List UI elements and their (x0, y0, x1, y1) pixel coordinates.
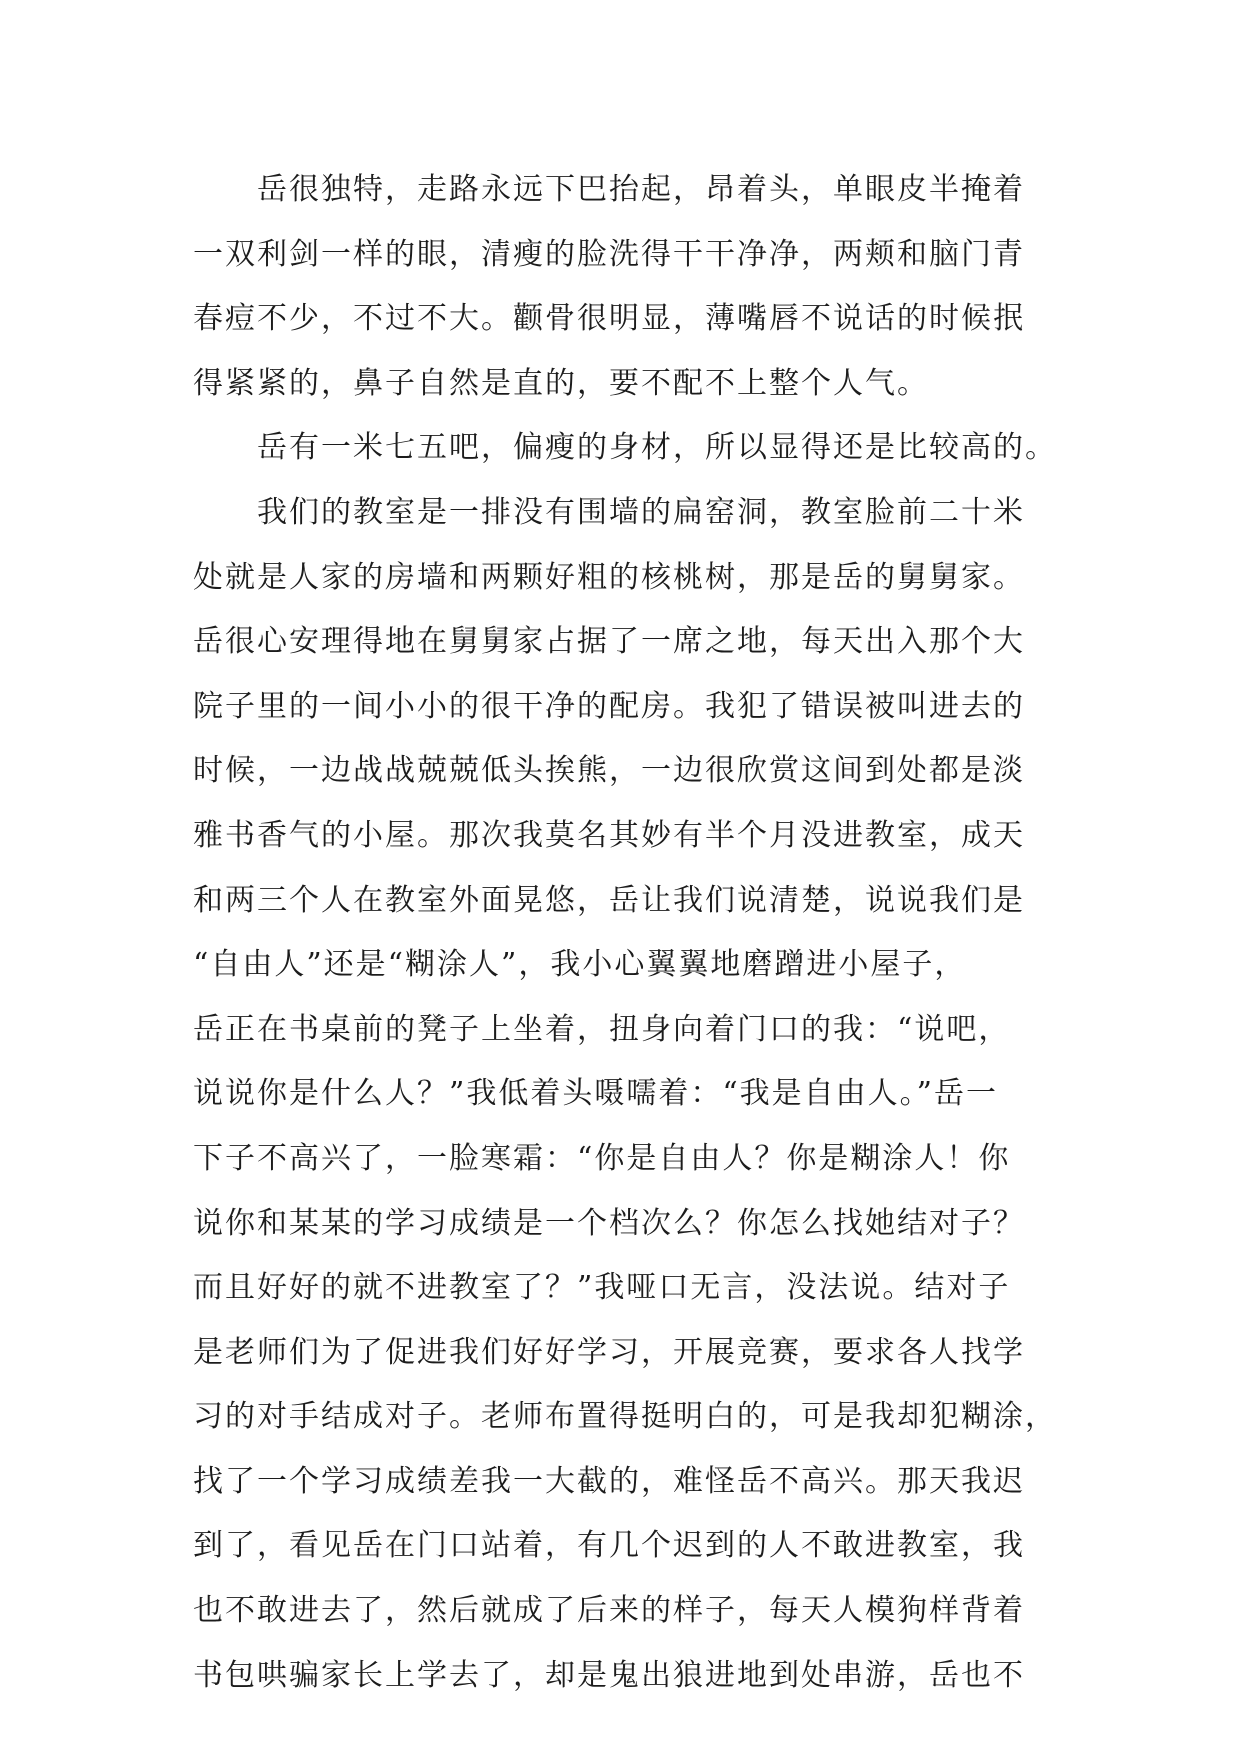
text-line: 岳很心安理得地在舅舅家占据了一席之地，每天出入那个大 (193, 624, 1025, 660)
text-line: 岳有一米七五吧，偏瘦的身材，所以显得还是比较高的。 (257, 430, 1057, 466)
body-text (193, 158, 1057, 1708)
text-line: 岳正在书桌前的凳子上坐着，扭身向着门口的我：“说吧， (193, 1011, 1011, 1047)
text-line: 书包哄骗家长上学去了，却是鬼出狼进地到处串游，岳也不 (193, 1657, 1025, 1693)
text-line: 而且好好的就不进教室了？”我哑口无言，没法说。结对子 (193, 1270, 1011, 1306)
text-line: 找了一个学习成绩差我一大截的，难怪岳不高兴。那天我迟 (193, 1463, 1025, 1499)
text-line: 到了，看见岳在门口站着，有几个迟到的人不敢进教室，我 (193, 1528, 1025, 1564)
text-line: 得紧紧的，鼻子自然是直的，要不配不上整个人气。 (193, 365, 929, 401)
text-line: 处就是人家的房墙和两颗好粗的核桃树，那是岳的舅舅家。 (193, 559, 1025, 595)
text-line: 时候，一边战战兢兢低头挨熊，一边很欣赏这间到处都是淡 (193, 753, 1025, 789)
text-line: 院子里的一间小小的很干净的配房。我犯了错误被叫进去的 (193, 688, 1025, 724)
text-line: 说你和某某的学习成绩是一个档次么？你怎么找她结对子？ (193, 1205, 1025, 1241)
text-line: 习的对手结成对子。老师布置得挺明白的，可是我却犯糊涂， (193, 1399, 1057, 1435)
text-line: 一双利剑一样的眼，清瘦的脸洗得干干净净，两颊和脑门青 (193, 236, 1025, 272)
text-line: 也不敢进去了，然后就成了后来的样子，每天人模狗样背着 (193, 1593, 1025, 1629)
text-line: 下子不高兴了，一脸寒霜：“你是自由人？你是糊涂人！你 (193, 1140, 1011, 1176)
text-line: 和两三个人在教室外面晃悠，岳让我们说清楚，说说我们是 (193, 882, 1025, 918)
text-line: 岳很独特，走路永远下巴抬起，昂着头，单眼皮半掩着 (257, 172, 1025, 207)
text-line: 说说你是什么人？”我低着头嗫嚅着：“我是自由人。”岳一 (193, 1076, 999, 1112)
text-line: 雅书香气的小屋。那次我莫名其妙有半个月没进教室，成天 (193, 817, 1025, 853)
text-line: 是老师们为了促进我们好好学习，开展竞赛，要求各人找学 (193, 1334, 1025, 1370)
text-line: “自由人”还是“糊涂人”，我小心翼翼地磨蹭进小屋子， (193, 947, 967, 983)
text-line: 我们的教室是一排没有围墙的扁窑洞，教室脸前二十米 (257, 494, 1025, 530)
text-line: 春痘不少，不过不大。颧骨很明显，薄嘴唇不说话的时候抿 (193, 301, 1025, 337)
